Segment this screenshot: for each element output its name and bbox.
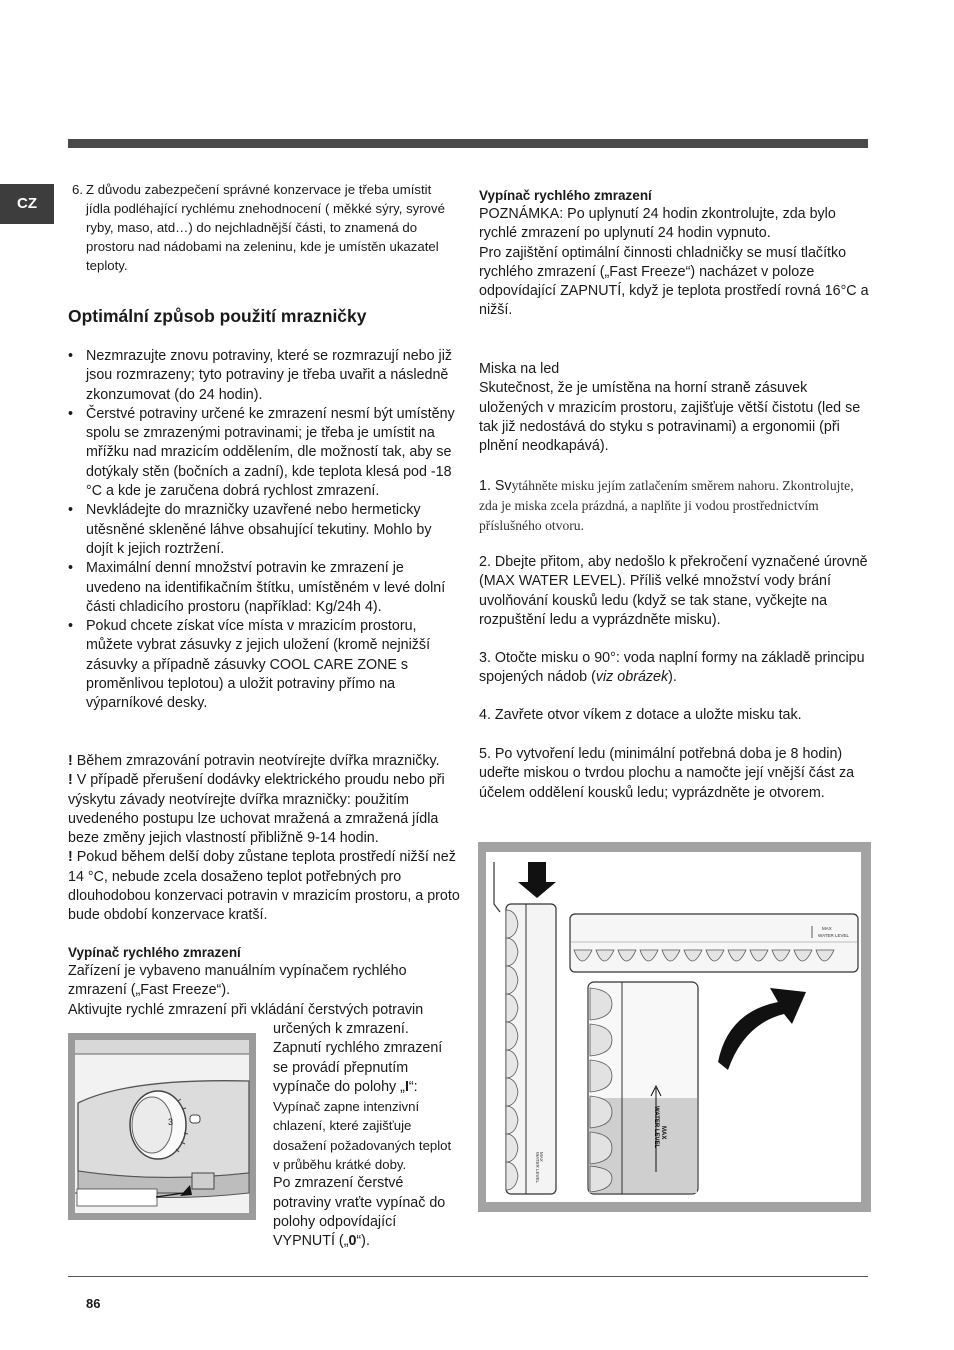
warning-mark: ! <box>68 772 73 789</box>
side-line-3: Vypínač zapne intenzivní chlazení, které zajišťuje dosažení požadovaných teplot v průběhu krátké doby. <box>273 1099 452 1173</box>
step-1 <box>479 476 871 535</box>
page-number: 86 <box>86 1296 101 1311</box>
top-rule <box>68 139 868 148</box>
thermostat-illustration <box>68 1033 256 1220</box>
top-tray-max-label: MAX <box>822 926 832 931</box>
language-tab: CZ <box>0 184 54 224</box>
list-item: • Nevkládejte do mrazničky uzavřené nebo hermeticky utěsněné skleněné láhve obsahující tekutiny. Mohlo by dojít k jejich roztržení. <box>68 501 460 559</box>
ice-tray-section <box>479 360 871 456</box>
warning-text: V případě přerušení dodávky elektrického proudu nebo při výskytu závady neotvírejte dvířka mrazničky: použitím uvedeného postupu lze uchovat mražená a zmražená jídla beze změny jejich vlastností přibližně 9-14 hodin. <box>68 772 445 847</box>
side-text: Zapnutí rychlého zmrazení se provádí přepnutím vypínače do polohy „ <box>273 1040 443 1095</box>
position-on-label: I <box>404 1078 409 1095</box>
freezer-heading: Optimální způsob použití mrazničky <box>68 306 367 326</box>
water-max-label: MAX <box>660 1126 666 1140</box>
list-item: • Čerstvé potraviny určené ke zmrazení nesmí být umístěny spolu se zmrazenými potravinami; je třeba je umístit na mřížku nad mrazicím oddělením, dle možností tak, aby se dotýkaly stěn (bočních a zadní), kde teplota klesá pod -18 °C a kde je zaručena dobrá rychlost zmrazení. <box>68 405 460 501</box>
side-line-2 <box>273 1039 461 1097</box>
step-3-text: ). <box>668 669 677 686</box>
ice-tray-illustration <box>478 842 871 1212</box>
warning-mark: ! <box>68 849 73 866</box>
side-text: Po zmrazení čerstvé potraviny vraťte vypínač do polohy odpovídající VYPNUTÍ („ <box>273 1175 446 1250</box>
item-6 <box>72 180 452 275</box>
step-3 <box>479 649 871 688</box>
fast-freeze-side-text <box>273 1020 461 1252</box>
side-text: “). <box>356 1233 370 1250</box>
warning-text: Během zmrazování potravin neotvírejte dvířka mrazničky. <box>76 753 440 769</box>
tray-max-label: MAX <box>539 1152 544 1162</box>
ice-tray-figure <box>478 842 871 1212</box>
step-1-number: 1. Sv <box>479 478 512 494</box>
warning-3 <box>68 848 460 925</box>
water-level-label: WATER LEVEL <box>653 1106 659 1149</box>
fast-freeze-heading-right: Vypínač rychlého zmrazení <box>479 188 652 203</box>
item-6-text: Z důvodu zabezpečení správné konzervace je třeba umístit jídla podléhající rychlému znehodnocení ( měkké sýry, syrové ryby, maso, atd…) do nejchladnější části, to znamená do prostoru nad nádobami na zeleninu, kde je umístěn ukazatel teploty. <box>86 182 445 273</box>
list-item: • Nezmrazujte znovu potraviny, které se rozmrazují nebo již jsou rozmrazeny; tyto potraviny je třeba uvařit a následně zkonzumovat (do 24 hodin). <box>68 347 460 405</box>
freezer-tips-list <box>68 347 460 714</box>
step-1-text: ytáhněte misku jejím zatlačením směrem nahoru. Zkontrolujte, zda je miska zcela prázdná, a naplňte ji vodou prostřednictvím příslušného otvoru. <box>479 478 854 533</box>
ice-tray-heading: Miska na led <box>479 361 560 377</box>
step-3-italic: viz obrázek <box>595 669 669 686</box>
warning-mark: ! <box>68 753 73 769</box>
note-1: POZNÁMKA: Po uplynutí 24 hodin zkontrolujte, zda bylo rychlé zmrazení po uplynutí 24 hodin vypnuto. <box>479 206 836 242</box>
position-off-label: 0 <box>348 1233 357 1250</box>
step-3-text: 3. Otočte misku o 90°: voda naplní formy na základě principu spojených nádob ( <box>479 650 865 686</box>
warning-1 <box>68 752 460 771</box>
warning-2 <box>68 771 460 848</box>
dial-number: 3 <box>168 1117 174 1127</box>
tray-water-level-label: WATER LEVEL <box>535 1152 540 1184</box>
step-5: 5. Po vytvoření ledu (minimální potřebná doba je 8 hodin) udeřte miskou o tvrdou plochu a namočte její vnější část za účelem oddělení kousků ledu; vyprázdněte je otvorem. <box>479 746 855 801</box>
fast-freeze-heading: Vypínač rychlého zmrazení <box>68 945 241 960</box>
side-text: “: <box>408 1078 418 1095</box>
fast-freeze-note <box>479 205 874 321</box>
warning-text: Pokud během delší doby zůstane teplota prostředí nižší než 14 °C, nebude zcela dosaženo teplot potřebných pro dlouhodobou konzervaci potravin v mrazicím prostoru, a proto bude období konzervace kratší. <box>68 849 460 924</box>
fast-freeze-switch-figure <box>68 1033 256 1220</box>
side-line-1: určených k zmrazení. <box>273 1021 409 1037</box>
fast-freeze-p1: Zařízení je vybaveno manuálním vypínačem rychlého zmrazení („Fast Freeze“). <box>68 963 407 999</box>
item-6-number: 6. <box>72 182 83 197</box>
ice-tray-intro: Skutečnost, že je umístěna na horní straně zásuvek uložených v mrazicím prostoru, zajišťuje větší čistotu (led se tak již nedostává do styku s potravinami) a ergonomii (při plnění neodkapává). <box>479 380 861 455</box>
step-4: 4. Zavřete otvor víkem z dotace a uložte misku tak. <box>479 707 802 723</box>
bottom-rule <box>68 1276 868 1277</box>
list-item: • Pokud chcete získat více místa v mrazicím prostoru, můžete vybrat zásuvky z jejich uložení (kromě nejnižší zásuvky a případně zásuvky COOL CARE ZONE s proměnlivou teplotou) a uložit potraviny přímo na výparníkové desky. <box>68 617 460 713</box>
fast-freeze-p2: Aktivujte rychlé zmrazení při vkládání čerstvých potravin <box>68 1001 424 1018</box>
warnings-block <box>68 752 460 926</box>
note-2: Pro zajištění optimální činnosti chladničky se musí tlačítko rychlého zmrazení („Fast Freeze“) nacházet v poloze odpovídající ZAPNUTÍ, když je teplota prostředí rovná 16°C a nižší. <box>479 244 869 319</box>
list-item: • Maximální denní množství potravin ke zmrazení je uvedeno na identifikačním štítku, umístěném v levé dolní části chladicího prostoru (například: Kg/24h 4). <box>68 559 460 617</box>
side-line-4 <box>273 1174 461 1251</box>
fast-freeze-intro <box>68 962 460 1020</box>
step-2: 2. Dbejte přitom, aby nedošlo k překročení vyznačené úrovně (MAX WATER LEVEL). Příliš velké množství vody brání uvolňování kousků ledu (když se tak stane, vyčkejte na rozpuštění ledu a vyprázdněte misku). <box>479 554 868 628</box>
top-tray-water-level-label: WATER LEVEL <box>818 933 850 938</box>
